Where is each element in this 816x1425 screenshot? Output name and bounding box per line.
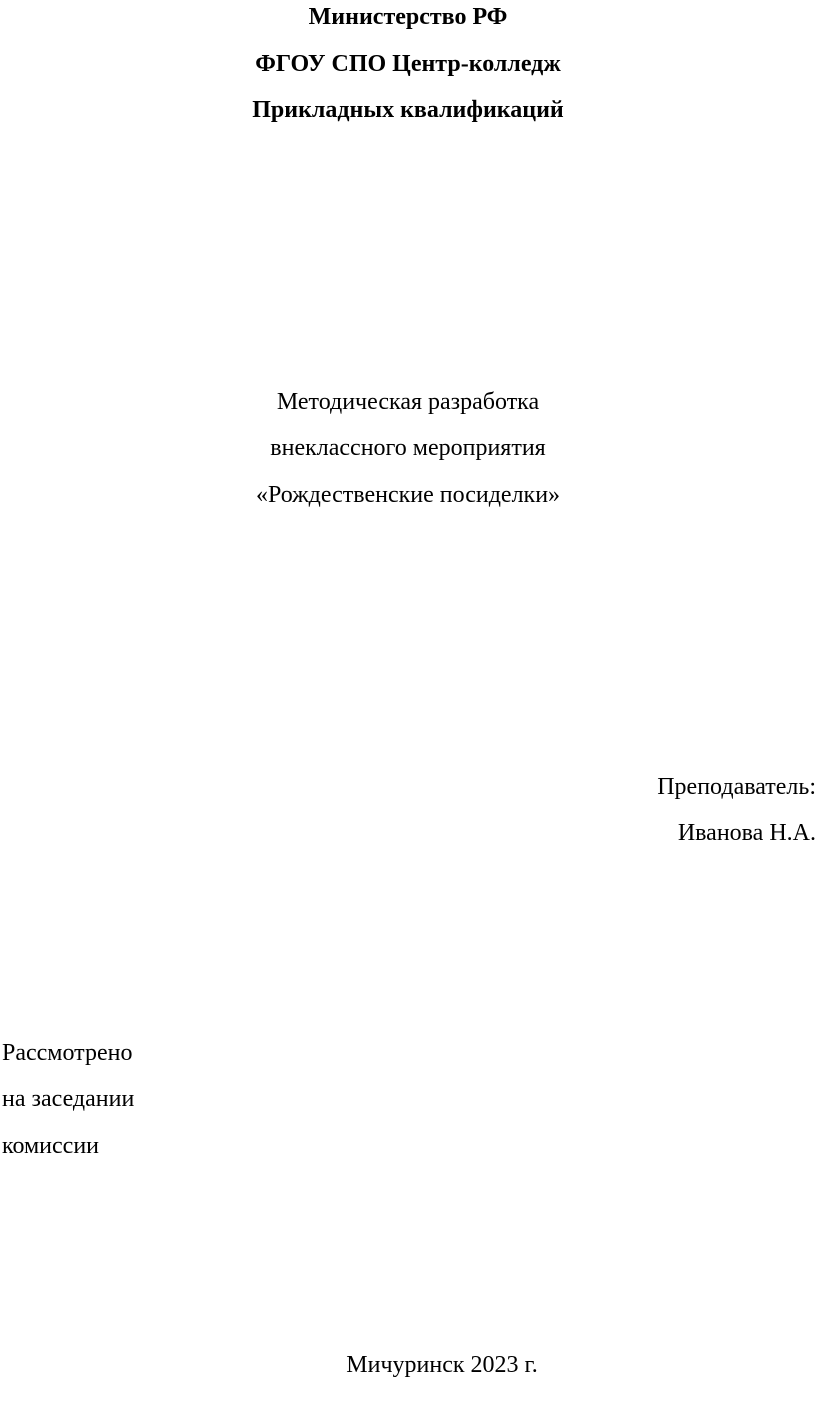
review-line-2: на заседании xyxy=(2,1086,135,1112)
title-line-1: Методическая разработка xyxy=(276,389,540,415)
review-line-3: комиссии xyxy=(2,1133,100,1159)
teacher-label: Преподаватель: xyxy=(657,774,816,800)
city-year: Мичуринск 2023 г. xyxy=(346,1352,538,1378)
teacher-name: Иванова Н.А. xyxy=(677,820,816,846)
college-subtitle: Прикладных квалификаций xyxy=(252,97,564,123)
event-name: «Рождественские посиделки» xyxy=(255,482,561,508)
title-line-2: внеклассного мероприятия xyxy=(270,435,546,461)
college-name: ФГОУ СПО Центр-колледж xyxy=(255,51,561,77)
ministry-name: Министерство РФ xyxy=(308,4,508,30)
review-line-1: Рассмотрено xyxy=(2,1040,133,1066)
